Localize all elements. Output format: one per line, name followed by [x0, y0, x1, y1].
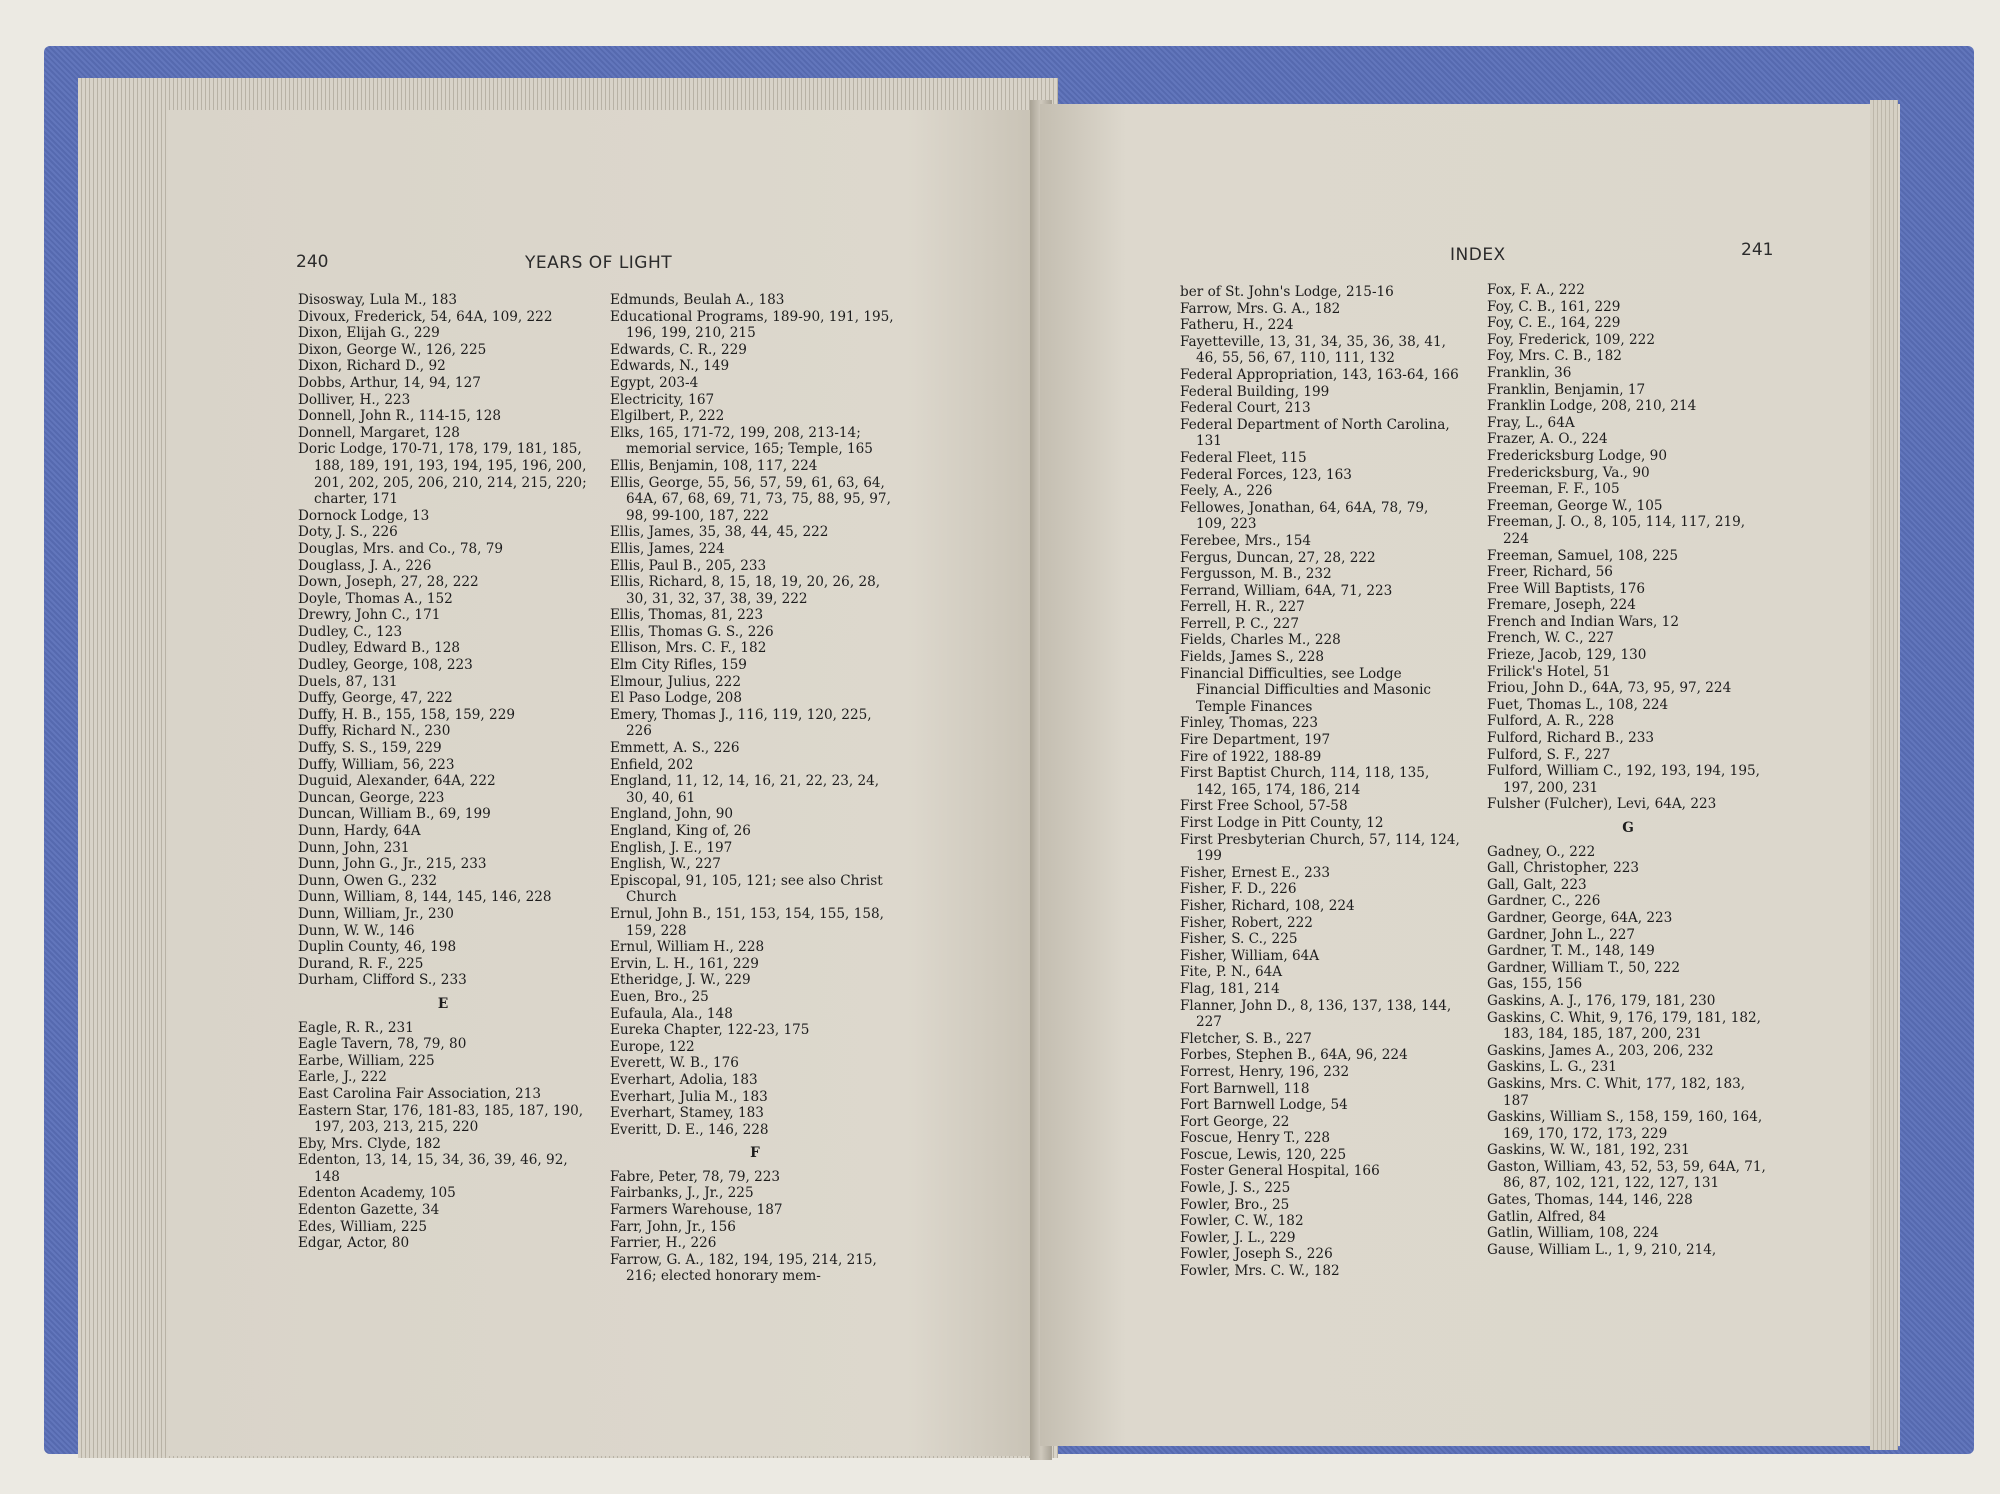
- index-entry: Fulsher (Fulcher), Levi, 64A, 223: [1487, 796, 1717, 813]
- index-entry: Dornock Lodge, 13: [298, 507, 430, 524]
- index-entry: First Baptist Church, 114, 118, 135, 142, 165, 174, 186, 214: [1180, 765, 1430, 798]
- index-entry: Ferebee, Mrs., 154: [1180, 532, 1312, 549]
- index-entry: Ferrand, William, 64A, 71, 223: [1180, 582, 1393, 599]
- index-entry: Fisher, Richard, 108, 224: [1180, 897, 1355, 914]
- index-entry: Finley, Thomas, 223: [1180, 715, 1319, 732]
- index-entry: Egypt, 203-4: [610, 374, 699, 391]
- index-entry: Gaston, William, 43, 52, 53, 59, 64A, 71, 86, 87, 102, 121, 122, 127, 131: [1487, 1158, 1766, 1192]
- index-entry: Everhart, Adolia, 183: [610, 1071, 758, 1088]
- index-entry: Elmour, Julius, 222: [610, 673, 741, 690]
- index-entry: Elm City Rifles, 159: [610, 657, 747, 674]
- index-section-letter: G: [1622, 820, 1634, 836]
- index-entry: Elks, 165, 171-72, 199, 208, 213-14; memorial service, 165; Temple, 165: [610, 424, 873, 458]
- index-entry: Freer, Richard, 56: [1487, 564, 1613, 581]
- index-entry: Fowler, J. L., 229: [1180, 1229, 1296, 1246]
- index-entry: Duffy, H. B., 155, 158, 159, 229: [298, 706, 515, 723]
- index-entry: Divoux, Frederick, 54, 64A, 109, 222: [298, 308, 553, 325]
- index-entry: Everett, W. B., 176: [610, 1055, 739, 1072]
- index-entry: Gaskins, W. W., 181, 192, 231: [1487, 1142, 1690, 1159]
- index-entry: Edgar, Actor, 80: [298, 1235, 410, 1252]
- index-entry: Eastern Star, 176, 181-83, 185, 187, 190, 197, 203, 213, 215, 220: [298, 1102, 584, 1136]
- index-entry: Fremare, Joseph, 224: [1487, 597, 1636, 614]
- index-entry: Free Will Baptists, 176: [1487, 580, 1646, 597]
- index-entry: Emery, Thomas J., 116, 119, 120, 225, 226: [610, 706, 872, 740]
- index-entry: Fellowes, Jonathan, 64, 64A, 78, 79, 109, 223: [1180, 499, 1429, 533]
- index-entry: English, W., 227: [610, 856, 721, 873]
- index-entry: Durand, R. F., 225: [298, 955, 424, 972]
- index-entry: Gardner, William T., 50, 222: [1487, 959, 1680, 976]
- index-entry: Frieze, Jacob, 129, 130: [1487, 647, 1647, 664]
- index-entry: Ervin, L. H., 161, 229: [610, 955, 759, 972]
- index-entry: Gates, Thomas, 144, 146, 228: [1487, 1192, 1693, 1209]
- index-entry: English, J. E., 197: [610, 839, 733, 856]
- index-entry: Dunn, John G., Jr., 215, 233: [298, 856, 487, 873]
- index-entry: Fort Barnwell, 118: [1180, 1080, 1310, 1097]
- index-entry: Fisher, Robert, 222: [1180, 914, 1313, 931]
- index-entry: East Carolina Fair Association, 213: [298, 1085, 541, 1102]
- index-entry: Gaskins, James A., 203, 206, 232: [1487, 1042, 1714, 1059]
- index-entry: Eufaula, Ala., 148: [610, 1005, 733, 1022]
- index-entry: Flag, 181, 214: [1180, 980, 1280, 997]
- index-entry: Donnell, Margaret, 128: [298, 424, 460, 441]
- index-entry: Eby, Mrs. Clyde, 182: [298, 1135, 441, 1152]
- index-entry: Dixon, Richard D., 92: [298, 358, 446, 375]
- index-entry: Fisher, S. C., 225: [1180, 931, 1298, 948]
- index-entry: Ellis, Benjamin, 108, 117, 224: [610, 457, 818, 474]
- index-entry: Durham, Clifford S., 233: [298, 972, 467, 989]
- index-entry: Feely, A., 226: [1180, 483, 1273, 500]
- index-entry: Disosway, Lula M., 183: [298, 292, 458, 308]
- index-entry: Enfield, 202: [610, 756, 694, 773]
- index-entry: Friou, John D., 64A, 73, 95, 97, 224: [1487, 680, 1732, 697]
- index-entry: Edwards, N., 149: [610, 358, 730, 375]
- index-entry: Dobbs, Arthur, 14, 94, 127: [298, 374, 481, 391]
- index-entry: Euen, Bro., 25: [610, 988, 709, 1005]
- index-entry: Drewry, John C., 171: [298, 607, 441, 624]
- index-entry: Federal Fleet, 115: [1180, 449, 1307, 466]
- index-entry: Fulford, A. R., 228: [1487, 713, 1615, 730]
- index-entry: Gaskins, A. J., 176, 179, 181, 230: [1487, 992, 1716, 1009]
- right-page: [1040, 104, 1900, 1446]
- index-entry: Edenton, 13, 14, 15, 34, 36, 39, 46, 92, 148: [298, 1152, 568, 1185]
- index-entry: Fowler, Mrs. C. W., 182: [1180, 1263, 1340, 1280]
- index-entry: Dixon, Elijah G., 229: [298, 325, 440, 342]
- index-entry: Franklin, Benjamin, 17: [1487, 381, 1646, 398]
- index-entry: Gardner, T. M., 148, 149: [1487, 943, 1655, 960]
- index-entry: Douglas, Mrs. and Co., 78, 79: [298, 540, 504, 557]
- index-entry: Edes, William, 225: [298, 1218, 427, 1235]
- index-entry: Ellis, Richard, 8, 15, 18, 19, 20, 26, 28, 30, 31, 32, 37, 38, 39, 222: [610, 574, 881, 607]
- index-entry: French, W. C., 227: [1487, 630, 1614, 647]
- index-entry: Forbes, Stephen B., 64A, 96, 224: [1180, 1047, 1408, 1064]
- index-entry: Fredericksburg Lodge, 90: [1487, 447, 1667, 464]
- index-entry: Duplin County, 46, 198: [298, 939, 457, 956]
- index-entry: Gardner, George, 64A, 223: [1487, 909, 1673, 926]
- index-entry: ber of St. John's Lodge, 215-16: [1180, 284, 1394, 300]
- index-entry: Emmett, A. S., 226: [610, 740, 740, 757]
- index-entry: Gadney, O., 222: [1487, 843, 1596, 860]
- index-entry: Gaskins, Mrs. C. Whit, 177, 182, 183, 187: [1487, 1075, 1746, 1109]
- index-entry: Duguid, Alexander, 64A, 222: [298, 773, 496, 790]
- index-entry: Dudley, C., 123: [298, 623, 403, 640]
- index-entry: Down, Joseph, 27, 28, 222: [298, 574, 479, 591]
- right-index-column-1: [1180, 284, 1462, 1280]
- index-entry: Fowler, Joseph S., 226: [1180, 1246, 1333, 1263]
- index-entry: Gatlin, Alfred, 84: [1487, 1208, 1606, 1225]
- index-entry: Fabre, Peter, 78, 79, 223: [610, 1168, 781, 1185]
- index-entry: Ferrell, H. R., 227: [1180, 599, 1305, 616]
- index-entry: Gas, 155, 156: [1487, 976, 1583, 993]
- index-entry: Franklin Lodge, 208, 210, 214: [1487, 398, 1697, 415]
- index-entry: Duffy, George, 47, 222: [298, 690, 453, 707]
- index-entry: England, John, 90: [610, 806, 734, 823]
- index-entry: Gall, Galt, 223: [1487, 876, 1587, 893]
- index-entry: Dunn, W. W., 146: [298, 922, 415, 939]
- left-page-number: 240: [296, 252, 329, 272]
- index-entry: Eagle, R. R., 231: [298, 1019, 414, 1036]
- index-entry: Dunn, William, Jr., 230: [298, 905, 454, 922]
- index-entry: Federal Forces, 123, 163: [1180, 466, 1352, 483]
- index-entry: First Presbyterian Church, 57, 114, 124, 199: [1180, 831, 1460, 865]
- index-entry: Fray, L., 64A: [1487, 414, 1575, 431]
- index-entry: Foster General Hospital, 166: [1180, 1163, 1380, 1180]
- index-entry: Ellison, Mrs. C. F., 182: [610, 640, 767, 657]
- index-entry: Everitt, D. E., 146, 228: [610, 1121, 769, 1138]
- index-entry: Federal Department of North Carolina, 131: [1180, 416, 1450, 450]
- index-entry: Fire of 1922, 188-89: [1180, 748, 1322, 765]
- index-entry: Fort Barnwell Lodge, 54: [1180, 1097, 1348, 1114]
- left-index-column-1: [298, 292, 588, 1252]
- index-entry: Freeman, J. O., 8, 105, 114, 117, 219, 224: [1487, 514, 1746, 547]
- index-entry: Doric Lodge, 170-71, 178, 179, 181, 185, 188, 189, 191, 193, 194, 195, 196, 200, 201, 202, 205, 206, 210, 214, 215, 220; charter, 171: [298, 441, 587, 508]
- index-entry: Gaskins, L. G., 231: [1487, 1059, 1617, 1076]
- index-entry: Douglass, J. A., 226: [298, 557, 432, 574]
- index-entry: Fields, Charles M., 228: [1180, 632, 1341, 649]
- index-entry: Fowler, C. W., 182: [1180, 1213, 1304, 1230]
- index-entry: Duncan, William B., 69, 199: [298, 806, 491, 823]
- index-entry: Foy, C. B., 161, 229: [1487, 298, 1621, 315]
- index-entry: Fairbanks, J., Jr., 225: [610, 1185, 754, 1202]
- index-entry: Gardner, C., 226: [1487, 893, 1601, 910]
- index-entry: Financial Difficulties, see Lodge Financial Difficulties and Masonic Temple Finances: [1180, 665, 1432, 715]
- index-entry: Fredericksburg, Va., 90: [1487, 464, 1650, 481]
- index-entry: Duffy, S. S., 159, 229: [298, 740, 442, 757]
- index-entry: Fowle, J. S., 225: [1180, 1180, 1291, 1197]
- index-entry: Farrier, H., 226: [610, 1235, 717, 1252]
- index-entry: Dunn, John, 231: [298, 839, 410, 856]
- index-entry: Fisher, William, 64A: [1180, 947, 1320, 964]
- index-entry: Ellis, Thomas G. S., 226: [610, 623, 774, 640]
- index-entry: Edenton Academy, 105: [298, 1185, 456, 1202]
- index-entry: Eagle Tavern, 78, 79, 80: [298, 1036, 467, 1053]
- index-entry: Fort George, 22: [1180, 1113, 1290, 1130]
- index-entry: Dixon, George W., 126, 225: [298, 341, 487, 358]
- index-entry: England, King of, 26: [610, 823, 751, 839]
- index-entry: Freeman, F. F., 105: [1487, 481, 1620, 498]
- index-entry: First Lodge in Pitt County, 12: [1180, 815, 1384, 831]
- left-running-title: YEARS OF LIGHT: [525, 253, 673, 273]
- index-entry: Ellis, James, 35, 38, 44, 45, 222: [610, 524, 829, 541]
- left-index-column-2: [610, 292, 900, 1285]
- index-entry: Foscue, Henry T., 228: [1180, 1130, 1331, 1147]
- index-entry: Electricity, 167: [610, 391, 715, 408]
- index-entry: Duffy, Richard N., 230: [298, 723, 451, 740]
- index-entry: Duels, 87, 131: [298, 673, 398, 690]
- index-entry: Federal Appropriation, 143, 163-64, 166: [1180, 366, 1459, 383]
- index-entry: Fergus, Duncan, 27, 28, 222: [1180, 549, 1376, 566]
- index-entry: Fox, F. A., 222: [1487, 282, 1585, 298]
- index-entry: Frazer, A. O., 224: [1487, 431, 1608, 448]
- index-entry: Doty, J. S., 226: [298, 524, 398, 541]
- index-entry: Fields, James S., 228: [1180, 649, 1325, 666]
- right-page-edges: [1870, 100, 1898, 1450]
- index-entry: Educational Programs, 189-90, 191, 195, 196, 199, 210, 215: [610, 308, 894, 342]
- index-entry: Ernul, John B., 151, 153, 154, 155, 158, 159, 228: [610, 905, 884, 939]
- index-entry: Eureka Chapter, 122-23, 175: [610, 1022, 810, 1039]
- index-entry: Farmers Warehouse, 187: [610, 1202, 783, 1219]
- index-entry: Edmunds, Beulah A., 183: [610, 292, 785, 308]
- index-entry: Gaskins, C. Whit, 9, 176, 179, 181, 182, 183, 184, 185, 187, 200, 231: [1487, 1009, 1761, 1043]
- index-entry: Freeman, George W., 105: [1487, 497, 1663, 514]
- index-entry: Duffy, William, 56, 223: [298, 756, 455, 773]
- index-entry: Farrow, G. A., 182, 194, 195, 214, 215, 216; elected honorary mem-: [610, 1251, 877, 1285]
- index-entry: Farr, John, Jr., 156: [610, 1218, 736, 1235]
- index-entry: Dudley, Edward B., 128: [298, 640, 461, 657]
- index-entry: Doyle, Thomas A., 152: [298, 590, 453, 607]
- index-entry: Foy, Frederick, 109, 222: [1487, 331, 1655, 348]
- index-section-letter: F: [750, 1145, 760, 1162]
- index-entry: Everhart, Stamey, 183: [610, 1105, 764, 1122]
- index-entry: First Free School, 57-58: [1180, 798, 1348, 815]
- index-entry: Gall, Christopher, 223: [1487, 860, 1640, 877]
- right-running-title: INDEX: [1450, 245, 1506, 265]
- index-entry: Fisher, Ernest E., 233: [1180, 864, 1331, 881]
- index-entry: Forrest, Henry, 196, 232: [1180, 1063, 1350, 1080]
- index-entry: French and Indian Wars, 12: [1487, 613, 1679, 630]
- index-entry: Fulford, S. F., 227: [1487, 746, 1611, 763]
- index-entry: Freeman, Samuel, 108, 225: [1487, 547, 1679, 564]
- index-entry: Duncan, George, 223: [298, 789, 445, 806]
- index-entry: Flanner, John D., 8, 136, 137, 138, 144, 227: [1180, 997, 1452, 1031]
- index-entry: Edwards, C. R., 229: [610, 341, 747, 358]
- index-entry: Dolliver, H., 223: [298, 391, 411, 408]
- index-entry: Fulford, Richard B., 233: [1487, 730, 1655, 747]
- index-entry: Everhart, Julia M., 183: [610, 1088, 768, 1105]
- index-entry: Fergusson, M. B., 232: [1180, 566, 1332, 583]
- index-entry: Donnell, John R., 114-15, 128: [298, 408, 502, 425]
- index-entry: Edenton Gazette, 34: [298, 1202, 440, 1219]
- index-entry: El Paso Lodge, 208: [610, 690, 742, 707]
- index-entry: Earbe, William, 225: [298, 1052, 435, 1069]
- index-entry: Gause, William L., 1, 9, 210, 214,: [1487, 1241, 1717, 1258]
- index-section-letter: E: [437, 995, 449, 1012]
- index-entry: Ferrell, P. C., 227: [1180, 615, 1299, 632]
- index-entry: Foy, C. E., 164, 229: [1487, 315, 1621, 332]
- index-entry: Gatlin, William, 108, 224: [1487, 1225, 1659, 1242]
- right-page-number: 241: [1741, 240, 1774, 260]
- index-entry: Dunn, Owen G., 232: [298, 872, 437, 889]
- index-entry: Fite, P. N., 64A: [1180, 964, 1283, 981]
- index-entry: Fulford, William C., 192, 193, 194, 195, 197, 200, 231: [1487, 763, 1760, 796]
- index-entry: England, 11, 12, 14, 16, 21, 22, 23, 24, 30, 40, 61: [610, 773, 880, 806]
- index-entry: Farrow, Mrs. G. A., 182: [1180, 300, 1341, 317]
- index-entry: Fatheru, H., 224: [1180, 317, 1294, 334]
- index-entry: Foy, Mrs. C. B., 182: [1487, 348, 1622, 365]
- index-entry: Dudley, George, 108, 223: [298, 657, 473, 674]
- index-entry: Ernul, William H., 228: [610, 939, 765, 956]
- index-entry: Elgilbert, P., 222: [610, 408, 725, 425]
- index-entry: Franklin, 36: [1487, 364, 1572, 381]
- index-entry: Ellis, Paul B., 205, 233: [610, 557, 767, 574]
- index-entry: Ellis, George, 55, 56, 57, 59, 61, 63, 64, 64A, 67, 68, 69, 71, 73, 75, 88, 95, 97, 98, 99-100, 187, 222: [610, 474, 891, 524]
- index-entry: Fire Department, 197: [1180, 732, 1331, 749]
- index-entry: Fayetteville, 13, 31, 34, 35, 36, 38, 41, 46, 55, 56, 67, 110, 111, 132: [1180, 333, 1446, 367]
- index-entry: Episcopal, 91, 105, 121; see also Christ Church: [610, 872, 883, 906]
- index-entry: Fowler, Bro., 25: [1180, 1196, 1290, 1213]
- index-entry: Europe, 122: [610, 1038, 695, 1055]
- index-entry: Gaskins, William S., 158, 159, 160, 164, 169, 170, 172, 173, 229: [1487, 1109, 1763, 1142]
- index-entry: Etheridge, J. W., 229: [610, 972, 751, 989]
- index-entry: Fletcher, S. B., 227: [1180, 1030, 1312, 1047]
- index-entry: Federal Building, 199: [1180, 383, 1330, 400]
- right-index-column-2: [1487, 282, 1769, 1258]
- index-entry: Frilick's Hotel, 51: [1487, 663, 1611, 680]
- index-entry: Foscue, Lewis, 120, 225: [1180, 1146, 1347, 1163]
- index-entry: Dunn, Hardy, 64A: [298, 823, 421, 839]
- index-entry: Earle, J., 222: [298, 1069, 387, 1086]
- index-entry: Ellis, Thomas, 81, 223: [610, 607, 764, 624]
- index-entry: Ellis, James, 224: [610, 540, 725, 557]
- index-entry: Federal Court, 213: [1180, 400, 1311, 417]
- index-entry: Fisher, F. D., 226: [1180, 881, 1297, 898]
- index-entry: Fuet, Thomas L., 108, 224: [1487, 696, 1669, 713]
- index-entry: Dunn, William, 8, 144, 145, 146, 228: [298, 889, 552, 906]
- index-entry: Gardner, John L., 227: [1487, 926, 1636, 943]
